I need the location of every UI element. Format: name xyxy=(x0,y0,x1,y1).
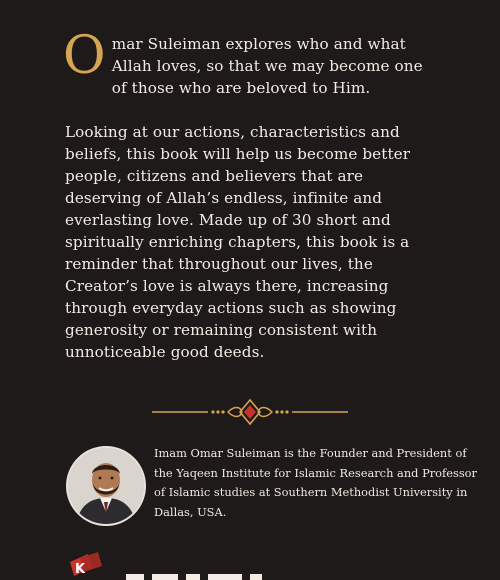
blurb-intro-paragraph xyxy=(63,26,435,99)
author-avatar xyxy=(66,446,146,526)
blurb-intro-text: mar Suleiman explores who and what Allah loves, so that we may become one of those who are beloved to Him. xyxy=(111,35,423,97)
author-section xyxy=(66,444,486,534)
blurb-description-paragraph: Looking at our actions, characteristics and beliefs, this book will help us become better people, citizens and believers that are deserving of Allah’s endless, infinite and everlasting love. Made up of 30 short and spiritually enriching chapters, this book is a reminder that throughout our lives, the Creator’s love is always there, increasing through everyday actions such as showing generosity or remaining consistent with unnoticeable good deeds. xyxy=(65,123,411,361)
publisher-logo-icon xyxy=(66,548,326,580)
publisher-logo-letter: K xyxy=(75,562,86,577)
author-portrait-icon xyxy=(68,448,144,524)
back-cover-blurb xyxy=(63,26,435,363)
author-bio: Imam Omar Suleiman is the Founder and President of the Yaqeen Institute for Islamic Research and Professor of Islamic studies at Southern Methodist University in Dallas, USA. xyxy=(154,446,477,519)
drop-cap-letter: O xyxy=(63,26,106,86)
ornamental-divider-icon xyxy=(150,396,350,426)
